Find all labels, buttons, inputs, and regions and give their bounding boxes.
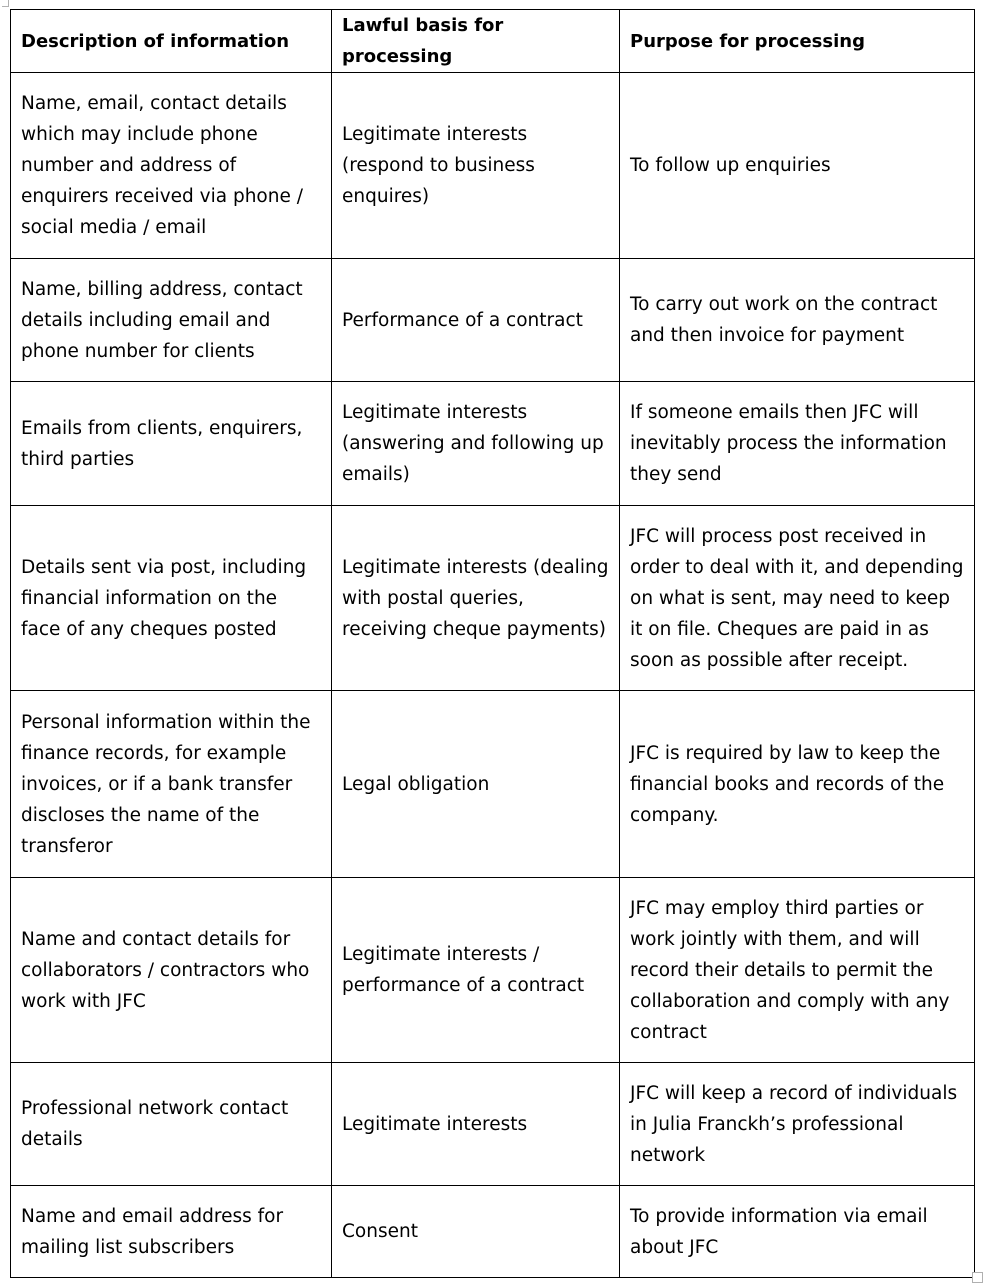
cell-lawful-basis: Legitimate interests / performance of a contract xyxy=(332,878,620,1063)
header-lawful-basis: Lawful basis for processing xyxy=(332,10,620,73)
page-corner-mark-top-left xyxy=(2,0,9,7)
cell-lawful-basis: Legal obligation xyxy=(332,691,620,878)
cell-description: Name and email address for mailing list subscribers xyxy=(11,1186,332,1278)
cell-description: Name, billing address, contact details including email and phone number for clients xyxy=(11,259,332,382)
header-description: Description of information xyxy=(11,10,332,73)
cell-lawful-basis: Legitimate interests (answering and following up emails) xyxy=(332,382,620,506)
table-row xyxy=(11,1186,975,1278)
cell-lawful-basis: Legitimate interests (dealing with postal queries, receiving cheque payments) xyxy=(332,506,620,691)
table-row xyxy=(11,506,975,691)
cell-description: Professional network contact details xyxy=(11,1063,332,1186)
table-resize-handle[interactable] xyxy=(972,1272,983,1283)
table-row xyxy=(11,382,975,506)
cell-lawful-basis: Performance of a contract xyxy=(332,259,620,382)
table-header-row xyxy=(11,10,975,73)
table-row xyxy=(11,1063,975,1186)
cell-description: Name, email, contact details which may include phone number and address of enquirers received via phone / social media / email xyxy=(11,73,332,259)
cell-lawful-basis: Legitimate interests (respond to business enquires) xyxy=(332,73,620,259)
data-processing-table xyxy=(10,9,975,1278)
header-purpose: Purpose for processing xyxy=(620,10,975,73)
cell-description: Personal information within the finance records, for example invoices, or if a bank transfer discloses the name of the transferor xyxy=(11,691,332,878)
cell-purpose: To follow up enquiries xyxy=(620,73,975,259)
table-row xyxy=(11,73,975,259)
cell-lawful-basis: Consent xyxy=(332,1186,620,1278)
cell-purpose: If someone emails then JFC will inevitably process the information they send xyxy=(620,382,975,506)
table-row xyxy=(11,259,975,382)
cell-lawful-basis: Legitimate interests xyxy=(332,1063,620,1186)
table-row xyxy=(11,878,975,1063)
cell-purpose: JFC will keep a record of individuals in Julia Franckh’s professional network xyxy=(620,1063,975,1186)
table-row xyxy=(11,691,975,878)
cell-description: Emails from clients, enquirers, third parties xyxy=(11,382,332,506)
cell-description: Details sent via post, including financial information on the face of any cheques posted xyxy=(11,506,332,691)
cell-purpose: JFC may employ third parties or work jointly with them, and will record their details to permit the collaboration and comply with any contract xyxy=(620,878,975,1063)
cell-purpose: To carry out work on the contract and then invoice for payment xyxy=(620,259,975,382)
cell-purpose: To provide information via email about JFC xyxy=(620,1186,975,1278)
cell-purpose: JFC will process post received in order to deal with it, and depending on what is sent, may need to keep it on file. Cheques are paid in as soon as possible after receipt. xyxy=(620,506,975,691)
cell-purpose: JFC is required by law to keep the financial books and records of the company. xyxy=(620,691,975,878)
cell-description: Name and contact details for collaborators / contractors who work with JFC xyxy=(11,878,332,1063)
